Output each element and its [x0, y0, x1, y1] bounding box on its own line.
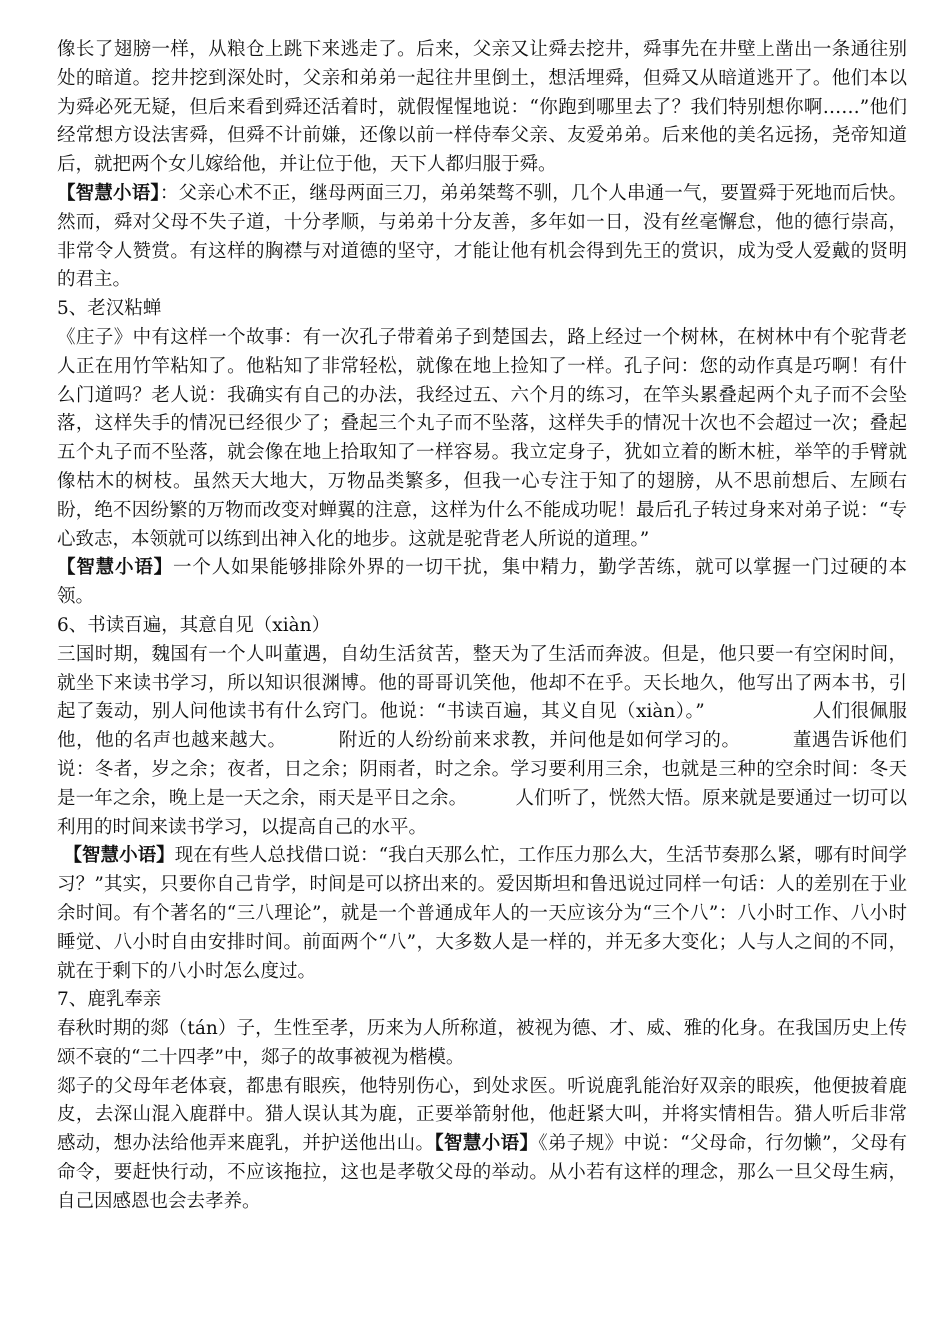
wisdom-label: 【智慧小语】	[57, 557, 174, 579]
story-4-body: 像长了翅膀一样，从粮仓上跳下来逃走了。后来，父亲又让舜去挖井，舜事先在井壁上凿出一条通往别处的暗道。挖井挖到深处时，父亲和弟弟一起往井里倒土，想活埋舜，但舜又从暗道逃开了。他们本以为舜必死无疑，但后来看到舜还活着时，就假惺惺地说：“你跑到哪里去了？我们特别想你啊……”他们经常想方设法害舜，但舜不计前嫌，还像以前一样侍奉父亲、友爱弟弟。后来他的美名远扬，尧帝知道后，就把两个女儿嫁给他，并让位于他，天下人都归服于舜。	[57, 39, 907, 176]
story-4-continuation	[57, 36, 907, 180]
story-7-body-2-text: 郯子的父母年老体衰，都患有眼疾，他特别伤心，到处求医。听说鹿乳能治好双亲的眼疾，他便披着鹿皮，去深山混入鹿群中。猎人误认其为鹿，正要举箭射他，他赶紧大叫，并将实情相告。猎人听后非常感动，想办法给他弄来鹿乳，并护送他出山。	[57, 1075, 907, 1155]
document-page	[57, 36, 907, 1217]
wisdom-label: 【智慧小语】	[434, 1133, 539, 1155]
story-7-body-2	[57, 1073, 907, 1217]
story-7-title: 7、鹿乳奉亲	[57, 989, 162, 1011]
story-6-body: 三国时期，魏国有一个人叫董遇，自幼生活贫苦，整天为了生活而奔波。但是，他只要一有空闲时间，就坐下来读书学习，所以知识很渊博。他的哥哥讥笑他，他却不在乎。天长地久，他写出了两本书，引起了轰动，别人问他读书有什么窍门。他说：“书读百遍，其义自见（xiàn）。” 人们很佩服他，他的名声也越来越大。 附近的人纷纷前来求教，并问他是如何学习的。 董遇告诉他们说：冬者，岁之余；夜者，日之余；阴雨者，时之余。学习要利用三余，也就是三种的空余时间：冬天是一年之余，晚上是一天之余，雨天是平日之余。 人们听了，恍然大悟。原来就是要通过一切可以利用的时间来读书学习，以提高自己的水平。	[57, 643, 907, 838]
wisdom-text: ：父亲心术不正，继母两面三刀，弟弟桀骜不驯，几个人串通一气，要置舜于死地而后快。然而，舜对父母不失子道，十分孝顺，与弟弟十分友善，多年如一日，没有丝毫懈怠，他的德行崇高，非常令人赞赏。有这样的胸襟与对道德的坚守，才能让他有机会得到先王的赏识，成为受人爱戴的贤明的君主。	[57, 182, 907, 291]
wisdom-text: 《弟子规》中说：“父母命，行勿懒”，父母有命令，要赶快行动，不应该拖拉，这也是孝敬父母的举动。从小若有这样的理念，那么一旦父母生病，自己因感恩也会去孝养。	[57, 1133, 907, 1212]
wisdom-text: 现在有些人总找借口说：“我白天那么忙，工作压力那么大，生活节奏那么紧，哪有时间学习？”其实，只要你自己肯学，时间是可以挤出来的。爱因斯坦和鲁迅说过同样一句话：人的差别在于业余时间。有个著名的“三八理论”，就是一个普通成年人的一天应该分为“三个八”：八小时工作、八小时睡觉、八小时自由安排时间。前面两个“八”，大多数人是一样的，并无多大变化；人与人之间的不同，就在于剩下的八小时怎么度过。	[57, 845, 907, 982]
story-7-body-1: 春秋时期的郯（tán）子，生性至孝，历来为人所称道，被视为德、才、威、雅的化身。在我国历史上传颂不衰的“二十四孝”中，郯子的故事被视为楷模。	[57, 1018, 907, 1068]
wisdom-label: 【智慧小语】	[57, 182, 160, 204]
wisdom-text: 一个人如果能够排除外界的一切干扰，集中精力，勤学苦练，就可以掌握一门过硬的本领。	[57, 557, 907, 608]
story-6-title: 6、书读百遍，其意自见（xiàn）	[57, 614, 331, 636]
story-5-body: 《庄子》中有这样一个故事：有一次孔子带着弟子到楚国去，路上经过一个树林，在树林中有个驼背老人正在用竹竿粘知了。他粘知了非常轻松，就像在地上捡知了一样。孔子问：您的动作真是巧啊！有什么门道吗？老人说：我确实有自己的办法，我经过五、六个月的练习，在竿头累叠起两个丸子而不会坠落，这样失手的情况已经很少了；叠起三个丸子而不坠落，这样失手的情况十次也不会超过一次；叠起五个丸子而不坠落，就会像在地上拾取知了一样容易。我立定身子，犹如立着的断木桩，举竿的手臂就像枯木的树枝。虽然天大地大，万物品类繁多，但我一心专注于知了的翅膀，从不思前想后、左顾右盼，绝不因纷繁的万物而改变对蝉翼的注意，这样为什么不能成功呢！最后孔子转过身来对弟子说：“专心致志，本领就可以练到出神入化的地步。这就是驼背老人所说的道理。”	[57, 326, 907, 550]
story-6-wisdom	[57, 842, 907, 986]
story-5-title: 5、老汉粘蝉	[57, 298, 162, 320]
wisdom-label: 【智慧小语】	[57, 845, 175, 867]
story-4-wisdom	[57, 180, 907, 295]
story-5-wisdom	[57, 554, 907, 612]
